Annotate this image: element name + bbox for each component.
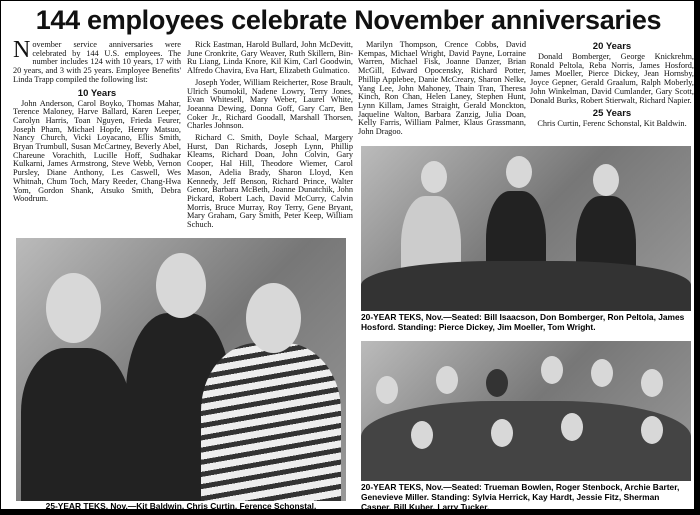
names-paragraph: Marilyn Thompson, Crence Cobbs, David Kempas, Michael Wright, David Payne, Lorraine Warren, Michael Fisk, Joanne Danzer, Brian McGill, Edward Opocensky, Richard Potter, Phillip Applebee, Danie McCreary, Sharon Nelke, Yang Lee, John Mahoney, Thain Tran, Theresa Kinch, Ron Chan, Helen Laney, Stephen Hunt, Lynn Killam, James Straight, Gerald Monckton, Jaqueline Walton, Barbara Zanzig, Julia Doan, Kelly Farris, William Palmer, Klaus Grassmann, John Dragoo. [358, 40, 526, 137]
names-paragraph: John Anderson, Carol Boyko, Thomas Mahar, Terence Maloney, Harve Ballard, Karen Leeper, Carolyn Harris, Toan Nguyen, Frieda Feurer, Joseph Pham, Michael Hopfe, Henry Matsuo, Nancy Church, Vicki Loyacano, Ellis Smith, Bryan Trumbull, Susan McCartney, Beverly Abel, Chareune Vorachith, Lucille Hoff, Sudhakar Kulkarni, James Armstrong, Steve Webb, Vernon Pursley, Diane Anthony, Les Caswell, Wes Whitnah, Chum Toch, Mary Reeder, Chang-Hwa Yom, Gordon Shank, Atsuko Smith, Debra Woodrum. [13, 98, 181, 204]
names-paragraph: Rick Eastman, Harold Bullard, John McDevitt, June Cronkrite, Gary Weaver, Ruth Skillern, Bin-Ru Liang, Linda Knore, Kil Kim, Carl Goodwin, Alfredo Chavira, Eva Hart, Elizabeth Gulmatico. [187, 40, 353, 76]
dropcap: N [13, 37, 31, 63]
photo-20-year-a [361, 146, 691, 311]
twenty-years-heading: 20 Years [592, 41, 632, 52]
intro-text: ovember service anniversaries were celebrated by 144 U.S. employees. The number includes 124 with 10 years, 17 with 20 years, and 3 with 25 years. Employee Benefits' Linda Trapp compiled the following list: [13, 40, 181, 84]
photo-25-year [16, 238, 346, 501]
column-2 [187, 41, 353, 233]
column-4 [530, 41, 694, 132]
twentyfive-years-names: Chris Curtin, Ferenc Schonstal, Kit Baldwin. [537, 119, 687, 129]
names-paragraph: Richard C. Smith, Doyle Schaal, Margery Hurst, Dan Richards, Joseph Lynn, Phillip Kleams, Richard Doan, John Colvin, Gary Cooper, Hal Hill, Theodore Wiemer, Carol Mason, Adelia Brady, Sharon Lloyd, Ken Kennedy, Jeff Benson, Richard Prince, Walter Genor, Barbara McBeth, Joanne Dunatchik, John Pickard, Robert Lach, David McCurry, Calvin Morris, Bruce Murray, Roy Terry, Gene Bryant, Mary Graham, Gary Smith, Peter Keep, William Schuch. [187, 133, 353, 230]
headline: 144 employees celebrate November anniversaries [35, 5, 662, 35]
caption-25-year: 25-YEAR TEKS, Nov.—Kit Baldwin, Chris Curtin, Ference Schonstal. [45, 501, 317, 511]
twentyfive-years-heading: 25 Years [592, 108, 632, 120]
column-1 [13, 37, 181, 207]
twenty-years-names: Donald Bomberger, George Knickrehm, Ronald Peltola, Reba Norris, James Hosford, James Moeller, Pierce Dickey, Jean Hornsby, Joyce Gepner, Gerald Graalum, Ralph Moberly, John Winkelman, David Cumlander, Gary Scott, Donald Burks, Robert Stierwalt, Richard Napier. [530, 52, 694, 105]
ten-years-heading: 10 Years [77, 87, 117, 99]
intro [13, 37, 181, 85]
names-paragraph: Joseph Yoder, William Reicherter, Rose Brault, Ulrich Soumokil, Nadene Lowry, Terry Jones, Evan Whitesell, Mary Weber, Laurel White, Joeanna Dewing, Donna Goff, Gary Carr, Ben Coker Jr., Richard Goodall, Marshall Thorsen, Charles Johnson. [187, 77, 353, 131]
photo-20-year-b [361, 341, 691, 481]
caption-20-year-a: 20-YEAR TEKS, Nov.—Seated: Bill Isaacson, Don Bomberger, Ron Peltola, James Hosford. Standing: Pierce Dickey, Jim Moeller, Tom Wright. [361, 312, 685, 332]
caption-20-year-b: 20-YEAR TEKS, Nov.—Seated: Trueman Bowlen, Roger Stenbock, Archie Barter, Genevieve Miller. Standing: Sylvia Herrick, Kay Hardt, Jessie Fitz, Sherman Casper, Bill Kuber, Larry Tucker. [361, 482, 680, 512]
column-3 [358, 41, 526, 140]
